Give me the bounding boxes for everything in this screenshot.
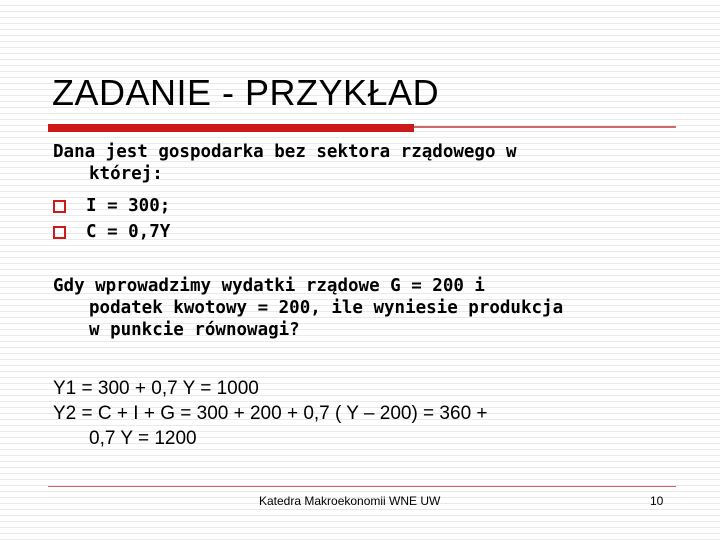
list-item xyxy=(53,193,170,219)
title-underline-accent xyxy=(48,124,414,132)
title-underline-rule xyxy=(414,126,676,128)
bullet-text: I = 300; xyxy=(86,196,171,216)
footer-text: Katedra Makroekonomii WNE UW xyxy=(259,494,441,508)
square-bullet-icon xyxy=(53,200,66,213)
bullet-list xyxy=(53,193,170,245)
square-bullet-icon xyxy=(53,226,66,239)
page-number: 10 xyxy=(650,494,664,508)
question-line-3: w punkcie równowagi? xyxy=(89,320,300,340)
slide-title: ZADANIE - PRZYKŁAD xyxy=(52,72,440,113)
question-line-2: podatek kwotowy = 200, ile wyniesie produkcja xyxy=(89,298,564,318)
intro-line-1: Dana jest gospodarka bez sektora rządowego w xyxy=(53,142,517,162)
equation-line-2: Y2 = C + I + G = 300 + 200 + 0,7 ( Y – 200) = 360 + xyxy=(53,403,488,424)
equation-line-1: Y1 = 300 + 0,7 Y = 1000 xyxy=(53,378,259,399)
bullet-text: C = 0,7Y xyxy=(86,222,171,242)
equation-line-3: 0,7 Y = 1200 xyxy=(89,428,197,449)
equations-block xyxy=(53,376,488,451)
intro-line-2: której: xyxy=(89,164,163,184)
question-line-1: Gdy wprowadzimy wydatki rządowe G = 200 i xyxy=(53,276,485,296)
footer-divider xyxy=(48,486,676,487)
question-paragraph xyxy=(53,275,693,341)
list-item xyxy=(53,219,170,245)
intro-paragraph xyxy=(53,141,693,185)
